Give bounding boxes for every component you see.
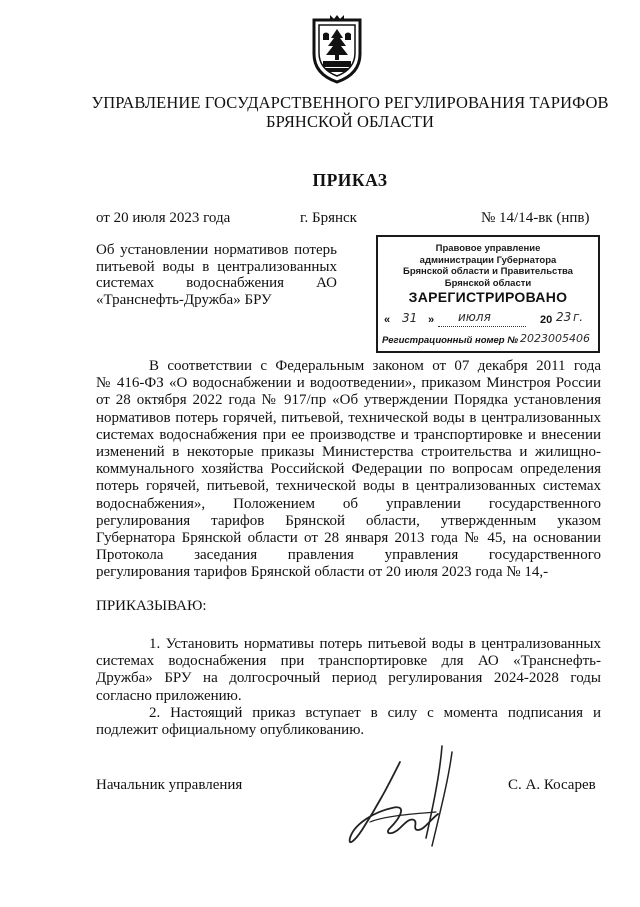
- preamble-line: от 28 октября 2022 года № 917/пр «Об утверждении Порядка установления: [96, 392, 601, 409]
- stamp-org-line: администрации Губернатора: [419, 254, 557, 266]
- stamp-date-suffix: г.: [573, 310, 584, 324]
- document-date: от 20 июля 2023 года: [96, 210, 231, 226]
- item-line: 2. Настоящий приказ вступает в силу с момента подписания и: [149, 704, 601, 721]
- preamble-line: изменений в некоторые приказы Министерства строительства и жилищно-: [96, 444, 601, 461]
- item-line: Дружба» БРУ на долгосрочный период регулирования 2024-2028 годы: [96, 670, 601, 687]
- preamble-line: В соответствии с Федеральным законом от 07 декабря 2011 года: [149, 358, 601, 374]
- handwritten-signature: [340, 742, 470, 862]
- registration-stamp: [376, 235, 600, 353]
- preamble-paragraph: [96, 358, 601, 582]
- stamp-date-year-prefix: 20: [540, 314, 553, 326]
- preamble-line: нормативов потерь горячей, питьевой, технической воды в централизованных: [96, 409, 601, 426]
- order-items: [96, 636, 601, 739]
- stamp-date: [384, 311, 592, 331]
- item-line: подлежит официальному опубликованию.: [96, 722, 365, 739]
- item-line: системах водоснабжения при транспортировке для АО «Транснефть-: [96, 653, 601, 670]
- stamp-date-month: июля: [458, 310, 491, 324]
- stamp-date-close-quote: »: [428, 314, 435, 326]
- document-subject: [96, 242, 337, 308]
- preamble-line: потерь горячей, питьевой, технической воды в централизованных системах: [96, 478, 601, 495]
- header-line-1: УПРАВЛЕНИЕ ГОСУДАРСТВЕННОГО РЕГУЛИРОВАНИЯ ТАРИФОВ: [91, 93, 609, 112]
- preamble-line: водоснабжения», Положением об управлении государственного: [96, 495, 601, 512]
- signatory-position: Начальник управления: [96, 777, 243, 793]
- stamp-org-line: Правовое управление: [435, 243, 541, 254]
- signatory-name: С. А. Косарев: [508, 777, 596, 793]
- item-line: согласно приложению.: [96, 687, 242, 704]
- document-city: г. Брянск: [300, 210, 357, 226]
- authority-header: [60, 93, 640, 131]
- preamble-line: № 416-ФЗ «О водоснабжении и водоотведении», приказом Минстроя России: [96, 375, 601, 392]
- stamp-date-open-quote: «: [384, 314, 391, 326]
- stamp-date-year: 23: [556, 310, 572, 324]
- preamble-line: регулирования тарифов Брянской области, утвержденным указом: [96, 512, 601, 529]
- subject-line: системах водоснабжения АО: [96, 275, 337, 291]
- preamble-line: регулирования тарифов Брянской области от 20 июля 2023 года № 14,-: [96, 564, 549, 581]
- subject-line: Об установлении нормативов потерь: [96, 242, 337, 258]
- header-line-2: БРЯНСКОЙ ОБЛАСТИ: [266, 112, 434, 131]
- stamp-regno-label: Регистрационный номер №: [382, 335, 519, 346]
- subject-line: «Транснефть-Дружба» БРУ: [96, 291, 272, 308]
- document-number: № 14/14-вк (нпв): [481, 210, 590, 226]
- preamble-line: системах водоснабжения при ее производстве и транспортировке и внесении: [96, 426, 601, 443]
- preamble-line: Протокола заседания правления управления государственного: [96, 547, 601, 564]
- order-keyword: ПРИКАЗЫВАЮ:: [96, 598, 207, 614]
- stamp-org-line: Брянской области: [444, 277, 532, 289]
- stamp-registered-label: ЗАРЕГИСТРИРОВАНО: [408, 289, 568, 305]
- stamp-organization: [378, 243, 598, 289]
- stamp-org-line: Брянской области и Правительства: [403, 266, 573, 277]
- document-title: ПРИКАЗ: [312, 170, 388, 190]
- stamp-date-underline: [438, 326, 526, 327]
- stamp-date-day: 31: [402, 311, 418, 325]
- coat-of-arms-icon: [310, 14, 364, 84]
- preamble-line: коммунального хозяйства Российской Федерации по вопросам определения: [96, 461, 601, 478]
- subject-line: питьевой воды в централизованных: [96, 258, 337, 275]
- stamp-regno-value: 2023005406: [520, 332, 590, 345]
- preamble-line: Губернатора Брянской области от 28 января 2013 года № 45, на основании: [96, 530, 601, 547]
- stamp-registration-number: [382, 333, 594, 349]
- item-line: 1. Установить нормативы потерь питьевой воды в централизованных: [149, 636, 601, 652]
